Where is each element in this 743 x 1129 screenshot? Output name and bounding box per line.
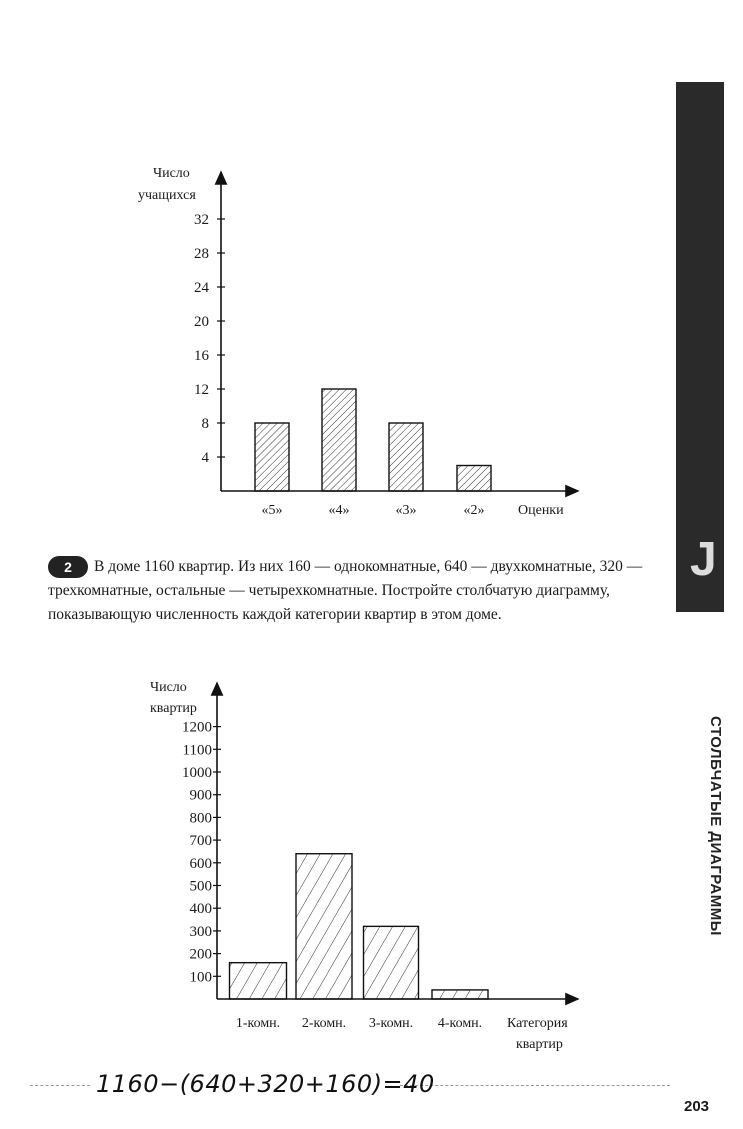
answer-line-right — [400, 1085, 670, 1086]
problem-number-badge: 2 — [48, 556, 88, 578]
x-category-label: «3» — [395, 503, 417, 518]
y-tick-label: 500 — [189, 878, 212, 895]
y-tick-label: 20 — [194, 314, 209, 330]
y-tick-label: 100 — [189, 969, 212, 986]
x-category-label: «5» — [261, 503, 283, 518]
apartments-chart — [150, 680, 578, 1052]
y-tick-label: 400 — [189, 901, 212, 918]
y-tick-label: 8 — [201, 416, 209, 432]
x-category-label: 3-комн. — [368, 1016, 414, 1031]
x-category-label: 1-комн. — [235, 1016, 281, 1031]
bar-2 — [296, 854, 352, 999]
x-category-label: 4-комн. — [437, 1016, 483, 1031]
y-tick-label: 600 — [189, 855, 212, 872]
grades-chart — [138, 166, 578, 518]
chart2-xlabel-line2: квартир — [516, 1037, 563, 1052]
x-category-label: «4» — [328, 503, 350, 518]
bar-1 — [230, 963, 287, 999]
y-tick-label: 1000 — [182, 765, 212, 781]
chart2-ylabel-line2: квартир — [150, 701, 197, 716]
y-tick-label: 24 — [194, 280, 209, 296]
answer-line-left — [30, 1085, 90, 1086]
y-tick-label: 800 — [189, 810, 212, 827]
chart1-ylabel-line1: Число — [153, 166, 190, 181]
page-number: 203 — [684, 1098, 710, 1115]
y-tick-label: 32 — [194, 212, 209, 228]
chart1-ylabel-line2: учащихся — [138, 188, 196, 203]
bar-1 — [255, 423, 289, 491]
y-tick-label: 4 — [201, 450, 209, 466]
y-tick-label: 16 — [194, 348, 209, 364]
y-tick-label: 700 — [189, 833, 212, 850]
bar-4 — [457, 466, 491, 492]
bar-2 — [322, 389, 356, 491]
y-tick-label: 200 — [189, 946, 212, 963]
problem-text: В доме 1160 квартир. Из них 160 — однокомнатные, 640 — двухкомнатные, 320 — трехкомнатные, остальные — четырехкомнатные. Постройте столбчатую диаграмму, показывающую численность каждой категории квартир в этом доме. — [48, 558, 643, 623]
y-tick-label: 1200 — [182, 719, 212, 736]
bar-3 — [389, 423, 423, 491]
y-tick-label: 900 — [189, 787, 212, 804]
chart1-xlabel: Оценки — [518, 503, 564, 518]
y-tick-label: 12 — [194, 382, 209, 398]
x-category-label: «2» — [463, 503, 485, 518]
y-tick-label: 300 — [189, 923, 212, 940]
handwritten-solution: 1160−(640+320+160)=40 — [96, 1070, 435, 1098]
chapter-title: СТОЛБЧАТЫЕ ДИАГРАММЫ — [707, 716, 724, 936]
y-tick-label: 28 — [194, 246, 209, 262]
y-tick-label: 1100 — [182, 742, 212, 759]
x-category-label: 2-комн. — [301, 1016, 347, 1031]
chart2-xlabel-line1: Категория — [507, 1016, 568, 1031]
chart2-ylabel-line1: Число — [150, 680, 187, 695]
bar-4 — [432, 990, 488, 999]
problem-statement — [48, 555, 668, 627]
bar-3 — [364, 926, 419, 999]
chapter-letter: J — [690, 533, 717, 586]
